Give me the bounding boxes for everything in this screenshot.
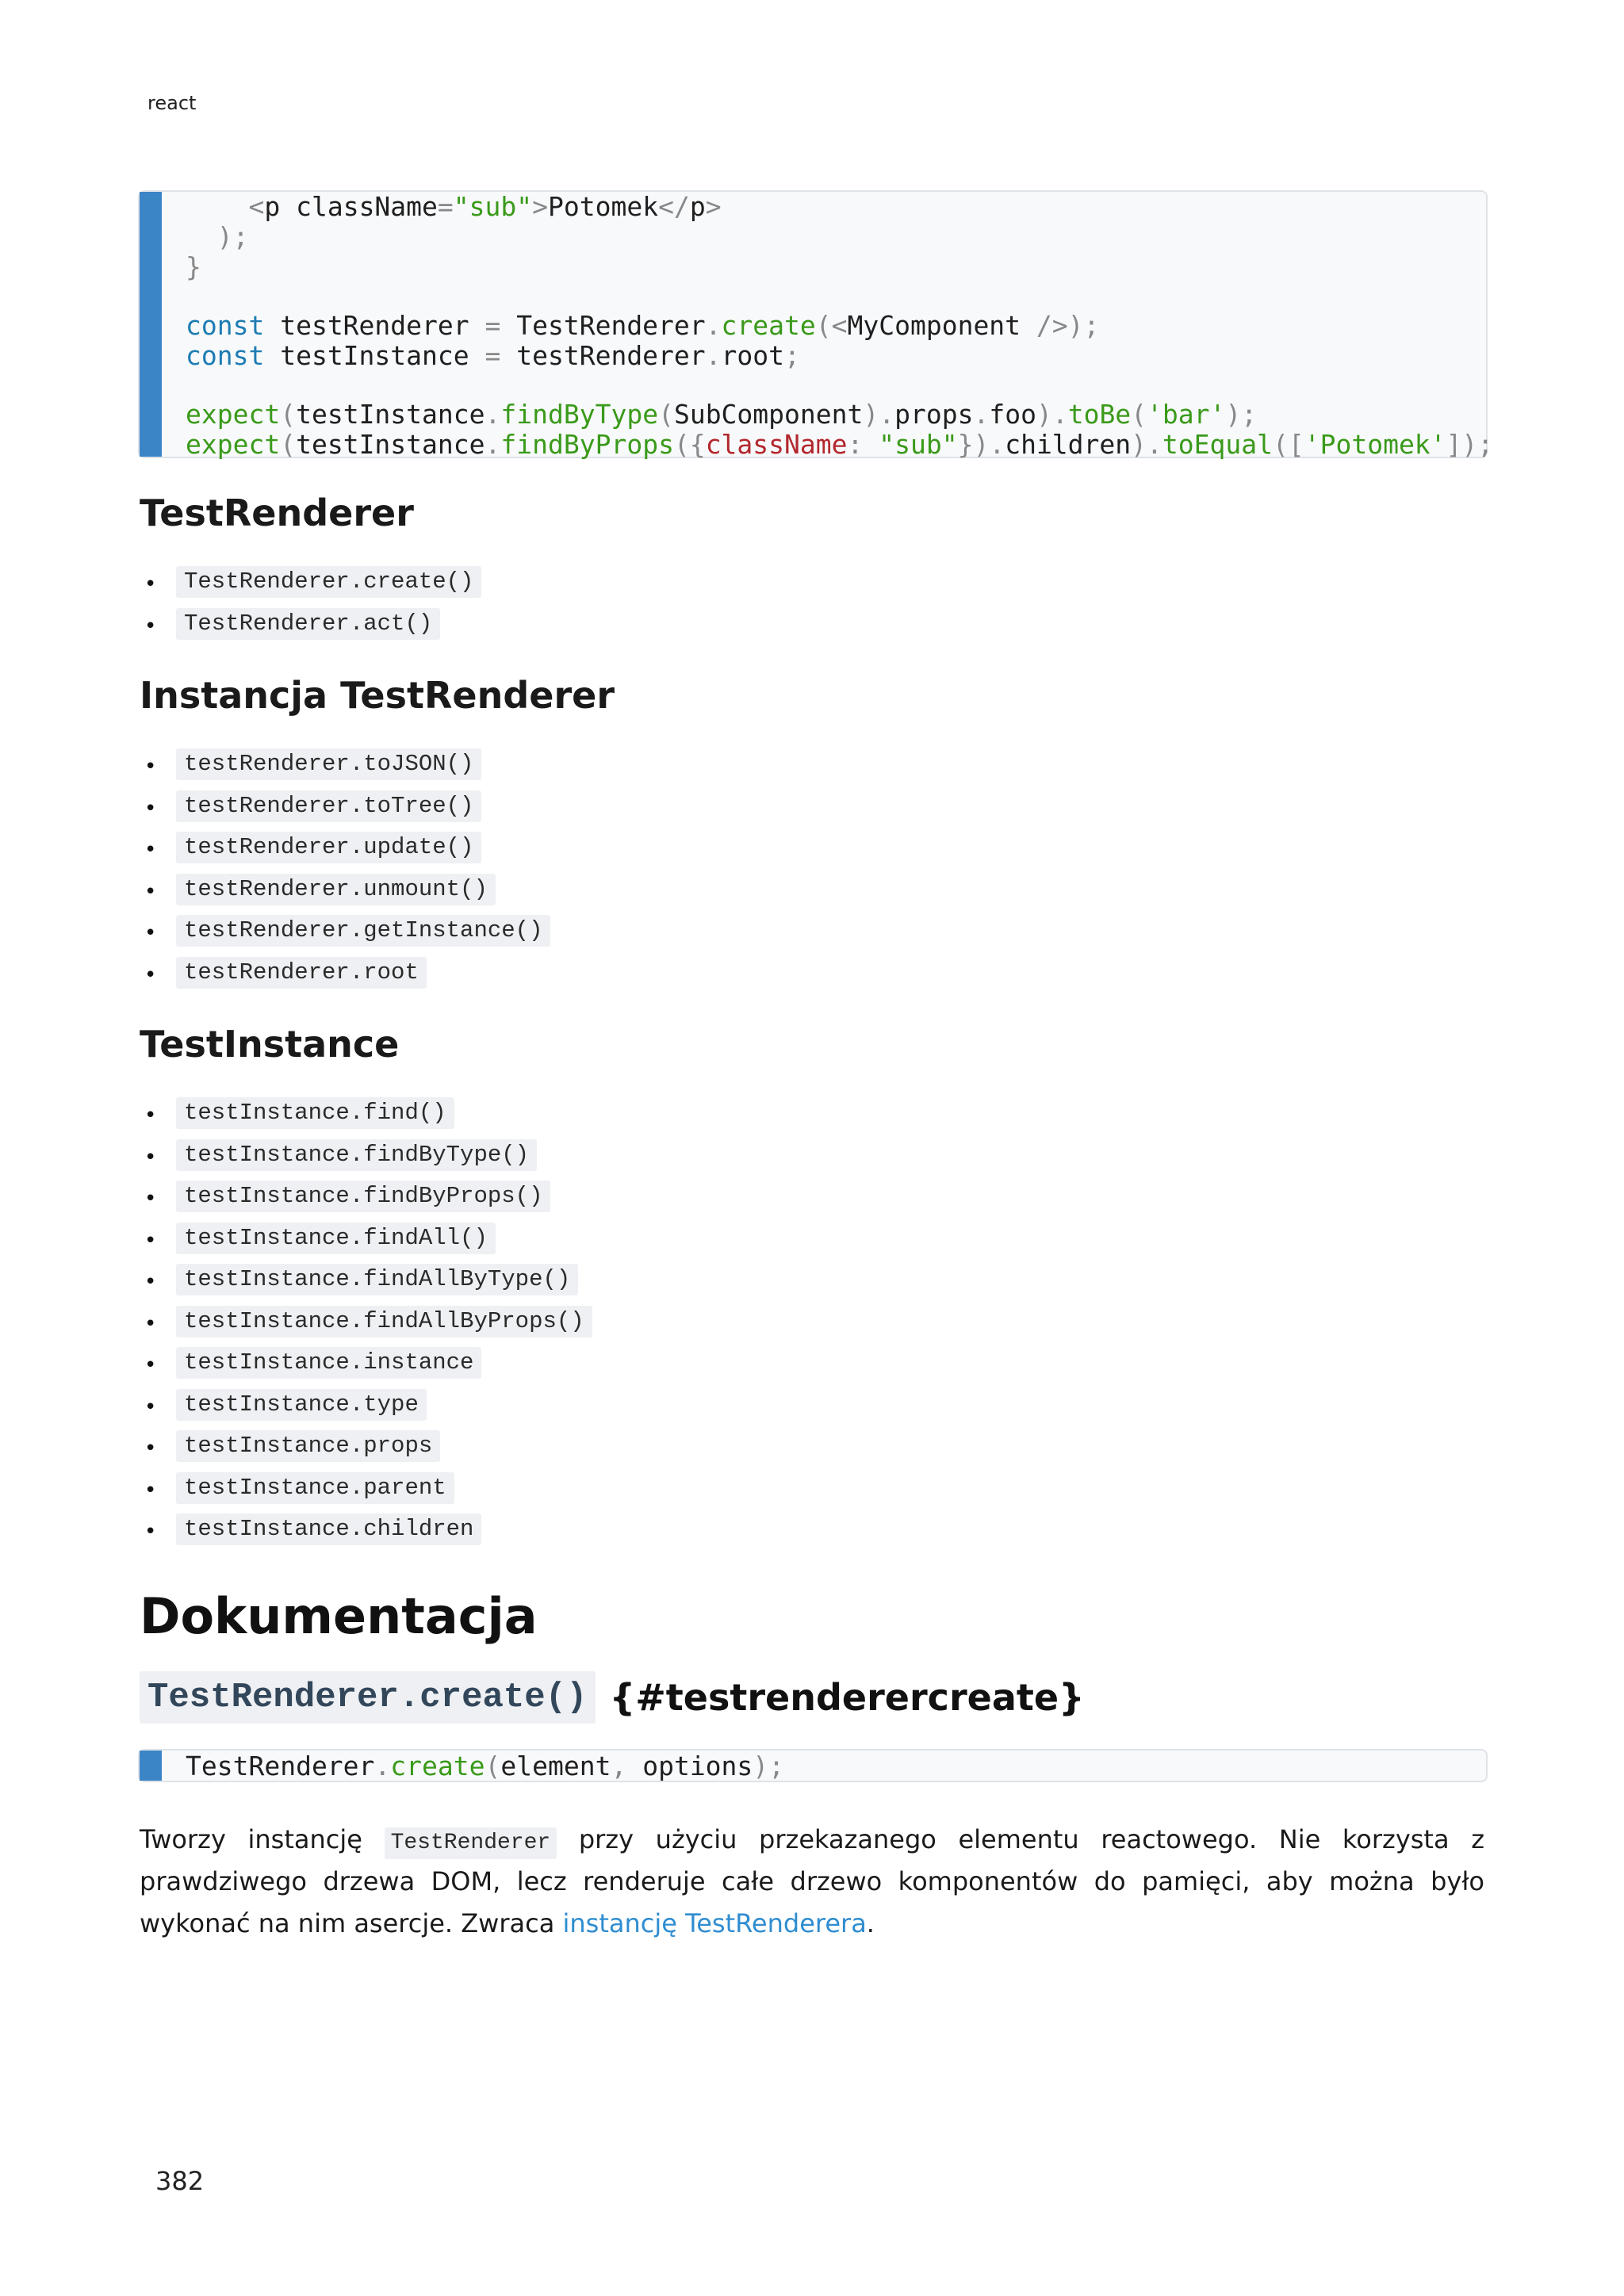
api-method-code: testRenderer.unmount() xyxy=(176,874,496,905)
code-token: ( xyxy=(280,429,297,460)
list-item xyxy=(140,915,550,957)
code-token: }). xyxy=(957,429,1005,460)
code-token: = xyxy=(485,340,501,371)
api-method-code: testRenderer.root xyxy=(176,957,427,989)
bullet-icon: • xyxy=(144,614,157,638)
api-method-code: testInstance.instance xyxy=(176,1347,481,1379)
code-token: "sub" xyxy=(879,429,958,460)
code-line xyxy=(186,311,1486,341)
list-item xyxy=(140,1139,592,1181)
code-token xyxy=(186,191,248,222)
code-token: testInstance xyxy=(264,340,485,371)
code-token: </ xyxy=(658,191,690,222)
code-token: TestRenderer xyxy=(186,1751,375,1781)
code-token: < xyxy=(248,191,265,222)
bullet-icon: • xyxy=(144,1437,157,1460)
code-token: toBe xyxy=(1067,399,1132,430)
code-line xyxy=(186,192,1486,222)
code-token: create xyxy=(721,310,816,341)
list-item xyxy=(140,1389,592,1431)
bullet-icon: • xyxy=(144,755,157,779)
api-method-code: testInstance.findByProps() xyxy=(176,1181,550,1212)
section-heading-testinstance: TestInstance xyxy=(140,1023,400,1066)
code-token: ; xyxy=(784,340,800,371)
api-method-code: testInstance.findByType() xyxy=(176,1139,537,1171)
code-token: element xyxy=(500,1751,611,1781)
code-token: testInstance xyxy=(296,429,485,460)
code-token: MyComponent xyxy=(847,310,1036,341)
description-paragraph xyxy=(140,1819,1484,1945)
code-block-accent-bar xyxy=(140,1751,162,1781)
list-item xyxy=(140,1513,592,1556)
documentation-heading: Dokumentacja xyxy=(140,1587,538,1645)
code-token: ). xyxy=(1036,399,1068,430)
paragraph-text: przy użyciu przekazanego elementu reactowego. Nie korzysta z prawdziwego drzewa DOM, lecz renderuje całe drzewo komponentów do pamięci, aby można było wykonać na nim asercje. Zwraca xyxy=(140,1824,1484,1938)
bullet-icon: • xyxy=(144,1478,157,1502)
list-item xyxy=(140,1430,592,1472)
code-token: ([ xyxy=(1272,429,1304,460)
code-token: ). xyxy=(1131,429,1162,460)
list-item xyxy=(140,1097,592,1139)
code-token: expect xyxy=(186,429,281,460)
code-token: p xyxy=(689,191,706,222)
code-token: className xyxy=(705,429,848,460)
testinstance-api-list xyxy=(140,1097,592,1556)
code-token: ( xyxy=(280,399,297,430)
bullet-icon: • xyxy=(144,879,157,904)
bullet-icon: • xyxy=(144,1187,157,1211)
code-token: > xyxy=(705,191,722,222)
code-token: . xyxy=(705,310,722,341)
code-line xyxy=(186,400,1486,430)
code-line xyxy=(186,341,1486,371)
code-token: const xyxy=(186,310,265,341)
code-token: : xyxy=(847,429,864,460)
api-method-code: testInstance.type xyxy=(176,1389,427,1421)
code-token: toEqual xyxy=(1162,429,1273,460)
paragraph-text: Tworzy instancję xyxy=(140,1824,385,1854)
code-token: , xyxy=(611,1751,627,1781)
section-heading-instance: Instancja TestRenderer xyxy=(140,674,615,717)
code-token: p className xyxy=(264,191,438,222)
api-method-code: testRenderer.getInstance() xyxy=(176,915,550,947)
testrenderer-instance-link[interactable]: instancję TestRenderera xyxy=(562,1908,867,1938)
api-method-code: testInstance.parent xyxy=(176,1472,454,1504)
paragraph-text: . xyxy=(866,1908,875,1938)
list-item xyxy=(140,1223,592,1265)
bullet-icon: • xyxy=(144,1395,157,1419)
code-line xyxy=(186,429,1494,460)
list-item xyxy=(140,1347,592,1389)
code-token: testInstance xyxy=(296,399,485,430)
bullet-icon: • xyxy=(144,1104,157,1127)
code-token: ). xyxy=(863,399,895,430)
bullet-icon: • xyxy=(144,1145,157,1169)
list-item xyxy=(140,1472,592,1514)
code-token: "sub" xyxy=(453,191,533,222)
code-block-accent-bar xyxy=(140,192,162,457)
code-token: create xyxy=(390,1751,485,1781)
api-method-code: testInstance.props xyxy=(176,1430,440,1462)
api-method-code: testRenderer.toTree() xyxy=(176,790,481,822)
inline-code: TestRenderer xyxy=(385,1827,557,1859)
code-token: options xyxy=(626,1751,753,1781)
bullet-icon: • xyxy=(144,572,157,596)
code-token: Potomek xyxy=(548,191,659,222)
code-lines xyxy=(186,1751,1486,1781)
api-heading-anchor: {#testrenderercreate} xyxy=(609,1676,1085,1719)
api-method-code: testInstance.find() xyxy=(176,1097,454,1129)
instance-api-list xyxy=(140,748,550,998)
code-token: ); xyxy=(753,1751,785,1781)
code-token: SubComponent xyxy=(673,399,864,430)
code-token: const xyxy=(186,340,265,371)
code-token: children xyxy=(1005,429,1132,460)
code-token: } xyxy=(186,251,201,282)
list-item xyxy=(140,566,481,608)
bullet-icon: • xyxy=(144,1520,157,1544)
api-method-code: TestRenderer.act() xyxy=(176,608,440,640)
api-heading-code: TestRenderer.create() xyxy=(140,1671,596,1724)
api-heading-create xyxy=(140,1671,1085,1724)
list-item xyxy=(140,790,550,832)
list-item xyxy=(140,748,550,790)
code-token: testRenderer xyxy=(500,340,706,371)
code-token: . xyxy=(705,340,722,371)
list-item xyxy=(140,1264,592,1306)
bullet-icon: • xyxy=(144,1311,157,1336)
code-token: expect xyxy=(186,399,281,430)
api-method-code: testInstance.findAll() xyxy=(176,1223,496,1254)
code-token: ); xyxy=(1225,399,1258,430)
list-item xyxy=(140,1306,592,1348)
api-method-code: testInstance.findAllByType() xyxy=(176,1264,578,1295)
code-token: . xyxy=(973,399,990,430)
bullet-icon: • xyxy=(144,962,157,987)
bullet-icon: • xyxy=(144,921,157,945)
section-heading-testrenderer: TestRenderer xyxy=(140,492,414,534)
code-token: . xyxy=(485,429,501,460)
running-header: react xyxy=(147,92,197,114)
api-method-code: testInstance.findAllByProps() xyxy=(176,1306,592,1337)
code-block-example xyxy=(138,190,1494,460)
code-token: ( xyxy=(658,399,674,430)
code-token: />); xyxy=(1036,310,1100,341)
code-token xyxy=(186,221,217,252)
code-token: foo xyxy=(989,399,1036,430)
code-token: ); xyxy=(216,221,249,252)
code-token: ( xyxy=(485,1751,501,1781)
code-lines xyxy=(186,191,1494,460)
list-item xyxy=(140,1181,592,1223)
code-token: 'bar' xyxy=(1147,399,1226,430)
bullet-icon: • xyxy=(144,1228,157,1253)
code-line xyxy=(186,371,1486,400)
code-token xyxy=(863,429,879,460)
code-token: findByType xyxy=(500,399,659,430)
code-token: (< xyxy=(815,310,848,341)
code-token: props xyxy=(894,399,974,430)
testrenderer-api-list xyxy=(140,566,481,649)
list-item xyxy=(140,957,550,999)
code-token: = xyxy=(437,191,454,222)
code-token: findByProps xyxy=(500,429,674,460)
code-token: ]); xyxy=(1446,429,1494,460)
bullet-icon: • xyxy=(144,1353,157,1377)
api-method-code: TestRenderer.create() xyxy=(176,566,481,598)
code-token: ({ xyxy=(673,429,706,460)
list-item xyxy=(140,832,550,874)
list-item xyxy=(140,874,550,916)
code-token: = xyxy=(485,310,501,341)
code-token: 'Potomek' xyxy=(1304,429,1446,460)
list-item xyxy=(140,608,481,650)
api-method-code: testRenderer.update() xyxy=(176,832,481,863)
api-method-code: testInstance.children xyxy=(176,1513,481,1545)
page-number: 382 xyxy=(155,2166,205,2196)
code-token: . xyxy=(374,1751,391,1781)
code-token: > xyxy=(532,191,548,222)
bullet-icon: • xyxy=(144,796,157,821)
code-line xyxy=(186,1751,1486,1781)
code-token: TestRenderer xyxy=(500,310,706,341)
bullet-icon: • xyxy=(144,838,157,862)
code-line xyxy=(186,252,1486,282)
api-method-code: testRenderer.toJSON() xyxy=(176,748,481,780)
code-token: testRenderer xyxy=(264,310,485,341)
code-line xyxy=(186,222,1486,252)
code-line xyxy=(186,282,1486,311)
code-token: root xyxy=(721,340,785,371)
bullet-icon: • xyxy=(144,1270,157,1294)
code-token: . xyxy=(485,399,501,430)
code-block-signature xyxy=(138,1749,1488,1782)
code-token: ( xyxy=(1131,399,1147,430)
